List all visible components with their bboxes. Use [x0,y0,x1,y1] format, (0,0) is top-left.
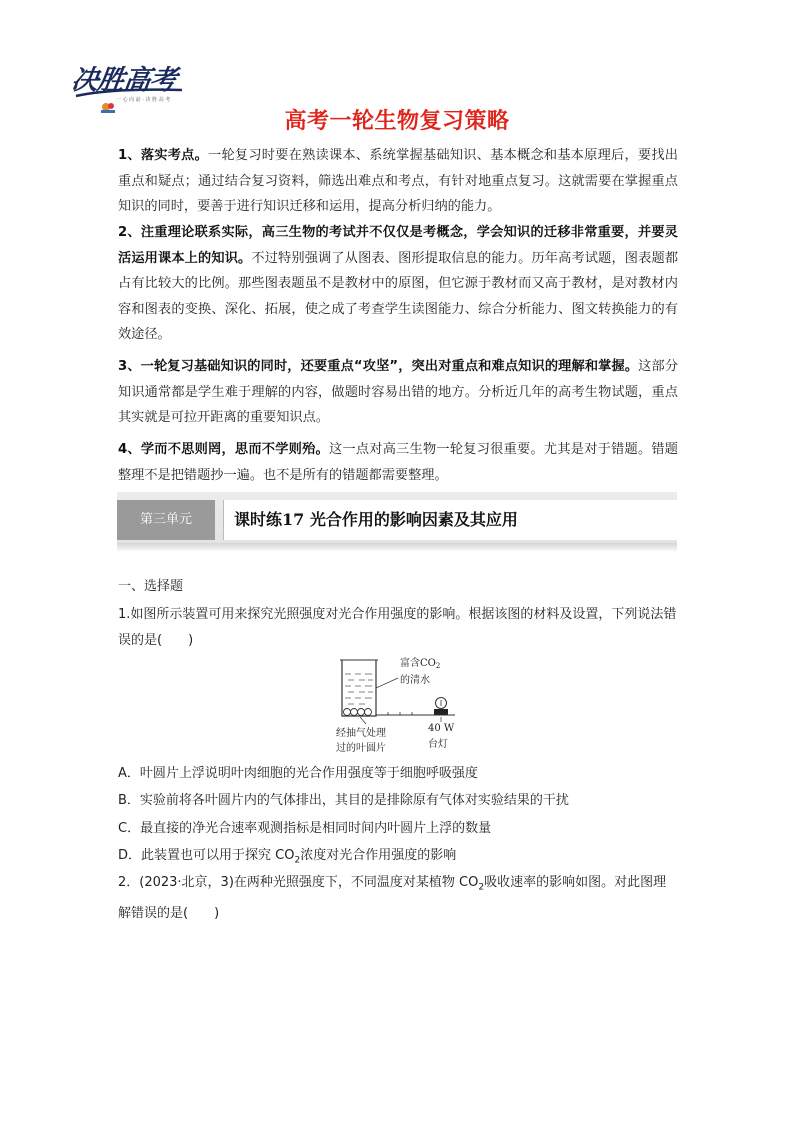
lesson-header [223,500,684,540]
question-1-option-a: A．叶圆片上浮说明叶肉细胞的光合作用强度等于细胞呼吸强度 [118,766,478,781]
figure-label-water-2: 的清水 [400,675,430,686]
strategy-body: 一轮复习时要在熟读课本、系统掌握基础知识、基本概念和基本原理后，要找出重点和疑点；通过结合复习资料，筛选出难点和考点，有针对地重点复习。这就需要在掌握重点知识的同时，要善于进行知识迁移和运用，提高分析归纳的能力。 [118,148,678,215]
strategy-body: 不过特别强调了从图表、图形提取信息的能力。历年高考试题，图表题都占有比较大的比例。那些图表题虽不是教材中的原图，但它源于教材而又高于教材，是对教材内容和图表的变换、深化、拓展，使之成了考查学生读图能力、综合分析能力、图文转换能力的有效途径。 [118,250,679,343]
strategy-paragraph-1 [118,143,678,220]
q2-text-2: 吸收速率的影响如图。对此图理解错误的是( ) [118,875,667,921]
option-d-subscript: 2 [294,855,301,866]
question-2-stem [118,870,678,927]
strategy-lead: 3、一轮复习基础知识的同时，还要重点“攻坚”，突出对重点和难点知识的理解和掌握。 [118,359,639,374]
strategy-paragraph-4 [118,437,678,488]
strategy-body: 这部分知识通常都是学生难于理解的内容，做题时容易出错的地方。分析近几年的高考生物试题，重点其实就是可拉开距离的重要知识点。 [118,359,679,426]
figure-label-lamp: 40 W [428,723,455,734]
option-d-text: D．此装置也可以用于探究 CO [118,848,295,863]
figure-label-lamp-2: 台灯 [428,739,448,750]
apparatus-diagram [330,652,480,760]
strategy-lead: 1、落实考点。 [118,148,209,163]
strategy-paragraph-3 [118,354,678,431]
question-1-option-c: C．最直接的净光合速率观测指标是相同时间内叶圆片上浮的数量 [118,821,492,836]
q2-subscript: 2 [478,882,485,893]
figure-label-disc-2: 过的叶圆片 [336,743,386,754]
strategy-body: 这一点对高三生物一轮复习很重要。尤其是对于错题。错题整理不是把错题抄一遍。也不是所有的错题都需要整理。 [118,442,678,483]
section-heading: 一、选择题 [118,579,184,594]
option-d-text-2: 浓度对光合作用强度的影响 [300,848,457,863]
strategy-lead: 4、学而不思则罔，思而不学则殆。 [118,442,329,457]
q2-text: 2．(2023·北京，3)在两种光照强度下，不同温度对某植物 CO [118,875,479,890]
unit-label: 第三单元 [117,500,215,540]
strategy-paragraph-2 [118,220,678,348]
question-1-stem: 1.如图所示装置可用来探究光照强度对光合作用强度的影响。根据该图的材料及设置，下列说法错误的是( ) [118,607,677,648]
question-1-option-b: B．实验前将各叶圆片内的气体排出，其目的是排除原有气体对实验结果的干扰 [118,793,569,808]
question-1-option-d [118,846,678,871]
logo-text: 决胜高考 [69,65,178,96]
lesson-title: 课时练17 光合作用的影响因素及其应用 [234,510,518,529]
logo-tagline: 一 心 向 前 · 决 胜 高 考 [116,97,171,103]
page-title: 高考一轮生物复习策略 [284,109,510,134]
strategy-lead: 2、注重理论联系实际，高三生物的考试并不仅仅是考概念，学会知识的迁移非常重要，并要灵活运用课本上的知识。 [118,225,678,266]
figure-label-water: 富含$CO_2$ [400,658,441,670]
experiment-figure [330,652,480,760]
figure-label-disc: 经抽气处理 [336,728,386,739]
banner-shadow [117,543,677,551]
